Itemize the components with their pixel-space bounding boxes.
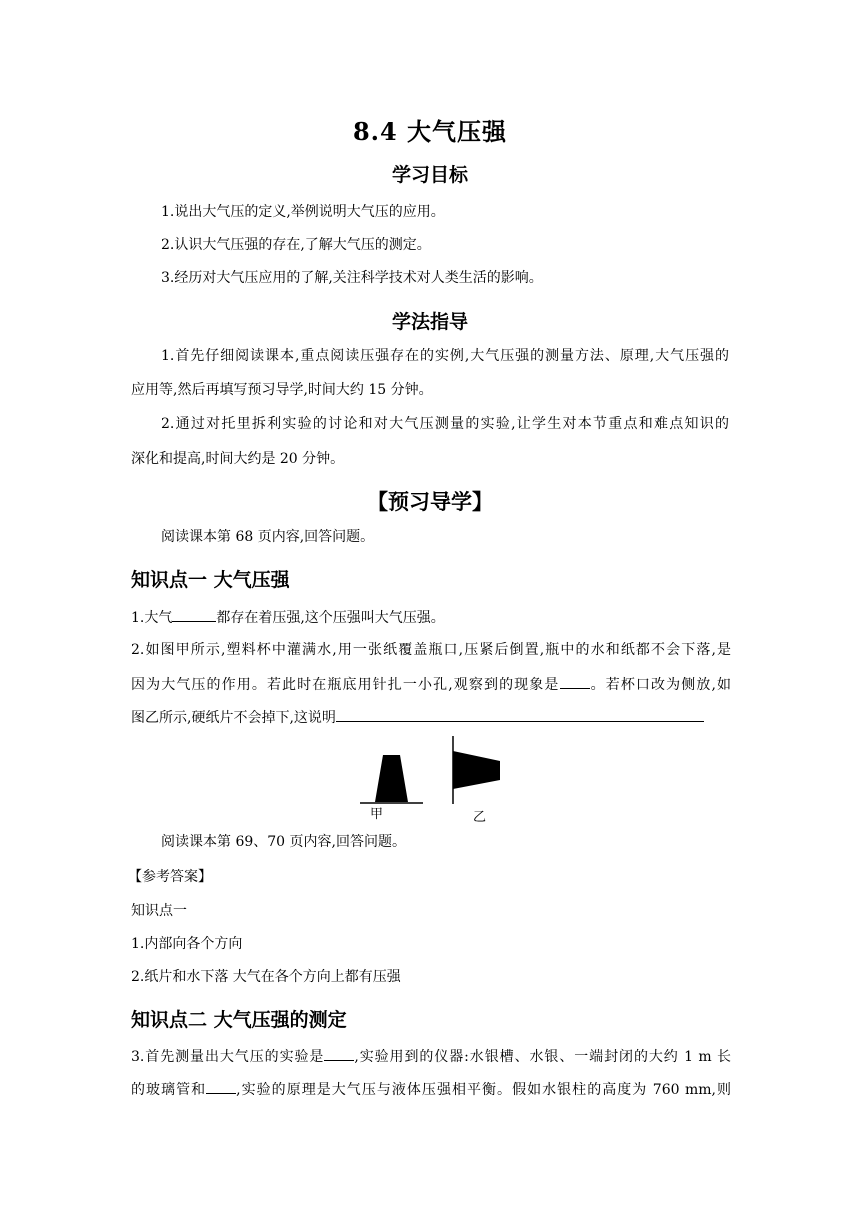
question-text: 的玻璃管和 xyxy=(131,1082,207,1098)
goal-item: 2.认识大气压强的存在,了解大气压的测定。 xyxy=(161,237,431,253)
goals-heading: 学习目标 xyxy=(391,164,468,186)
question-text: 1.大气 xyxy=(131,610,173,626)
method-line: 2.通过对托里拆利实验的讨论和对大气压测量的实验,让学生对本节重点和难点知识的 xyxy=(161,416,729,432)
knowledge-point-2-heading: 知识点二 大气压强的测定 xyxy=(131,1009,347,1031)
question-2-line: 2.如图甲所示,塑料杯中灌满水,用一张纸覆盖瓶口,压紧后倒置,瓶中的水和纸都不会下落,是 xyxy=(131,642,731,658)
answer-blank[interactable] xyxy=(206,1078,236,1094)
answer-blank[interactable] xyxy=(336,706,704,722)
knowledge-point-1-heading: 知识点一 大气压强 xyxy=(131,569,290,591)
question-1 xyxy=(131,606,445,629)
answer-item: 2.纸片和水下落 大气在各个方向上都有压强 xyxy=(131,969,401,985)
question-text: ,实验用到的仪器:水银槽、水银、一端封闭的大约 1 m 长 xyxy=(354,1049,732,1065)
question-text: 因为大气压的作用。若此时在瓶底用针扎一小孔,观察到的现象是 xyxy=(131,677,560,693)
preview-heading: 【预习导学】 xyxy=(367,489,493,514)
question-3-line xyxy=(131,1078,731,1101)
page-title: 8.4 大气压强 xyxy=(352,117,508,146)
inverted-cup-shape xyxy=(375,755,408,802)
answer-heading: 【参考答案】 xyxy=(128,869,212,885)
answer-blank[interactable] xyxy=(324,1045,354,1061)
question-text: 3.首先测量出大气压的实验是 xyxy=(131,1049,325,1065)
sideways-cup-shape xyxy=(453,751,500,789)
goal-item: 3.经历对大气压应用的了解,关注科学技术对人类生活的影响。 xyxy=(161,270,543,286)
answer-section-label: 知识点一 xyxy=(131,903,187,919)
question-2-line xyxy=(131,673,731,696)
question-text: 都存在着压强,这个压强叫大气压强。 xyxy=(216,610,445,626)
goal-item: 1.说出大气压的定义,举例说明大气压的应用。 xyxy=(161,204,445,220)
question-text: 图乙所示,硬纸片不会掉下,这说明 xyxy=(131,710,336,726)
question-text: 。若杯口改为侧放,如 xyxy=(589,677,731,693)
answer-blank[interactable] xyxy=(172,606,216,622)
method-line: 深化和提高,时间大约是 20 分钟。 xyxy=(131,451,345,467)
method-line: 应用等,然后再填写预习导学,时间大约 15 分钟。 xyxy=(131,382,433,398)
question-text: ,实验的原理是大气压与液体压强相平衡。假如水银柱的高度为 760 mm,则 xyxy=(236,1082,732,1098)
reading-instruction: 阅读课本第 69、70 页内容,回答问题。 xyxy=(161,834,406,850)
figure-label-yi: 乙 xyxy=(473,810,487,825)
question-2-line xyxy=(131,706,704,729)
method-line: 1.首先仔细阅读课本,重点阅读压强存在的实例,大气压强的测量方法、原理,大气压强的 xyxy=(161,348,729,364)
method-heading: 学法指导 xyxy=(391,311,468,333)
answer-blank[interactable] xyxy=(560,673,590,689)
figure-label-jia: 甲 xyxy=(370,807,384,822)
question-3-line xyxy=(131,1045,731,1068)
reading-instruction: 阅读课本第 68 页内容,回答问题。 xyxy=(161,529,375,545)
answer-item: 1.内部向各个方向 xyxy=(131,936,243,952)
